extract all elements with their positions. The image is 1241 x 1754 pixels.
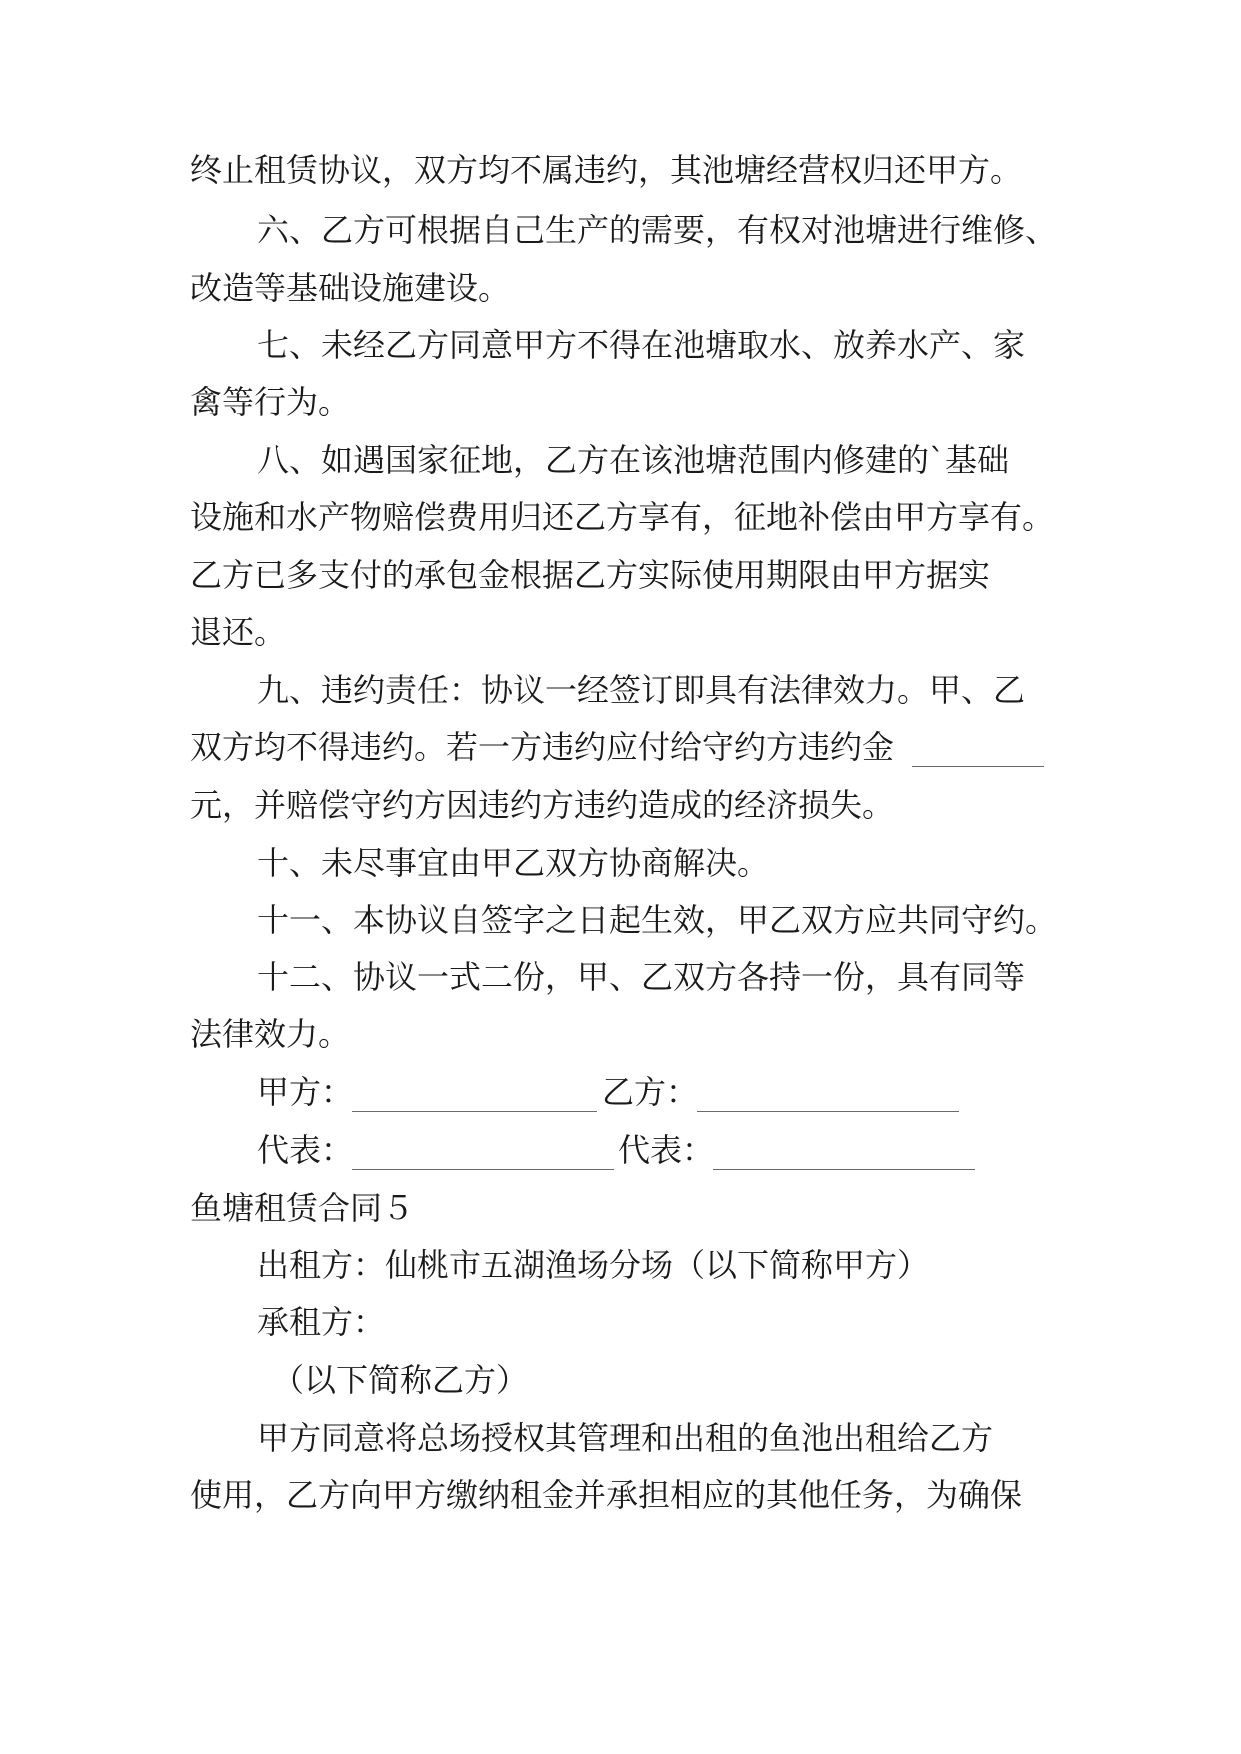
party-b-label: 乙方： xyxy=(602,1073,699,1111)
clause-seven: 七、未经乙方同意甲方不得在池塘取水、放养水产、家 xyxy=(257,326,1026,364)
party-b-blank[interactable] xyxy=(697,1111,959,1112)
lessor-line: 出租方：仙桃市五湖渔场分场（以下简称甲方） xyxy=(257,1246,930,1284)
rep-a-label: 代表： xyxy=(257,1131,354,1169)
party-a-label: 甲方： xyxy=(257,1073,354,1111)
clause-nine: 九、违约责任：协议一经签订即具有法律效力。甲、乙 xyxy=(257,671,1026,709)
text-line: 元，并赔偿守约方因违约方违约造成的经济损失。 xyxy=(190,786,895,824)
clause-twelve: 十二、协议一式二份，甲、乙双方各持一份，具有同等 xyxy=(257,958,1026,996)
body-line: 甲方同意将总场授权其管理和出租的鱼池出租给乙方 xyxy=(257,1419,994,1457)
text-line: 法律效力。 xyxy=(190,1015,351,1053)
rep-a-blank[interactable] xyxy=(352,1169,614,1170)
clause-eight: 八、如遇国家征地，乙方在该池塘范围内修建的`基础 xyxy=(257,441,1010,479)
penalty-amount-blank[interactable] xyxy=(912,766,1044,767)
section-title: 鱼塘租赁合同５ xyxy=(190,1189,415,1227)
clause-six: 六、乙方可根据自己生产的需要，有权对池塘进行维修、 xyxy=(257,211,1058,249)
clause-eleven: 十一、本协议自签字之日起生效，甲乙双方应共同守约。 xyxy=(257,901,1058,939)
text-line: 设施和水产物赔偿费用归还乙方享有，征地补偿由甲方享有。 xyxy=(190,498,1055,536)
party-a-blank[interactable] xyxy=(352,1111,597,1112)
text-line: 乙方已多支付的承包金根据乙方实际使用期限由甲方据实 xyxy=(190,556,991,594)
lessee-abbr-line: （以下简称乙方） xyxy=(272,1361,529,1399)
text-line: 终止租赁协议，双方均不属违约，其池塘经营权归还甲方。 xyxy=(190,151,1023,189)
rep-b-blank[interactable] xyxy=(713,1169,975,1170)
lessee-line: 承租方： xyxy=(257,1303,386,1341)
clause-ten: 十、未尽事宜由甲乙双方协商解决。 xyxy=(257,844,770,882)
text-line: 双方均不得违约。若一方违约应付给守约方违约金 xyxy=(190,728,895,766)
text-line: 禽等行为。 xyxy=(190,383,351,421)
text-line: 退还。 xyxy=(190,613,287,651)
text-line: 改造等基础设施建设。 xyxy=(190,269,511,307)
rep-b-label: 代表： xyxy=(618,1131,715,1169)
body-line: 使用，乙方向甲方缴纳租金并承担相应的其他任务，为确保 xyxy=(190,1476,1023,1514)
